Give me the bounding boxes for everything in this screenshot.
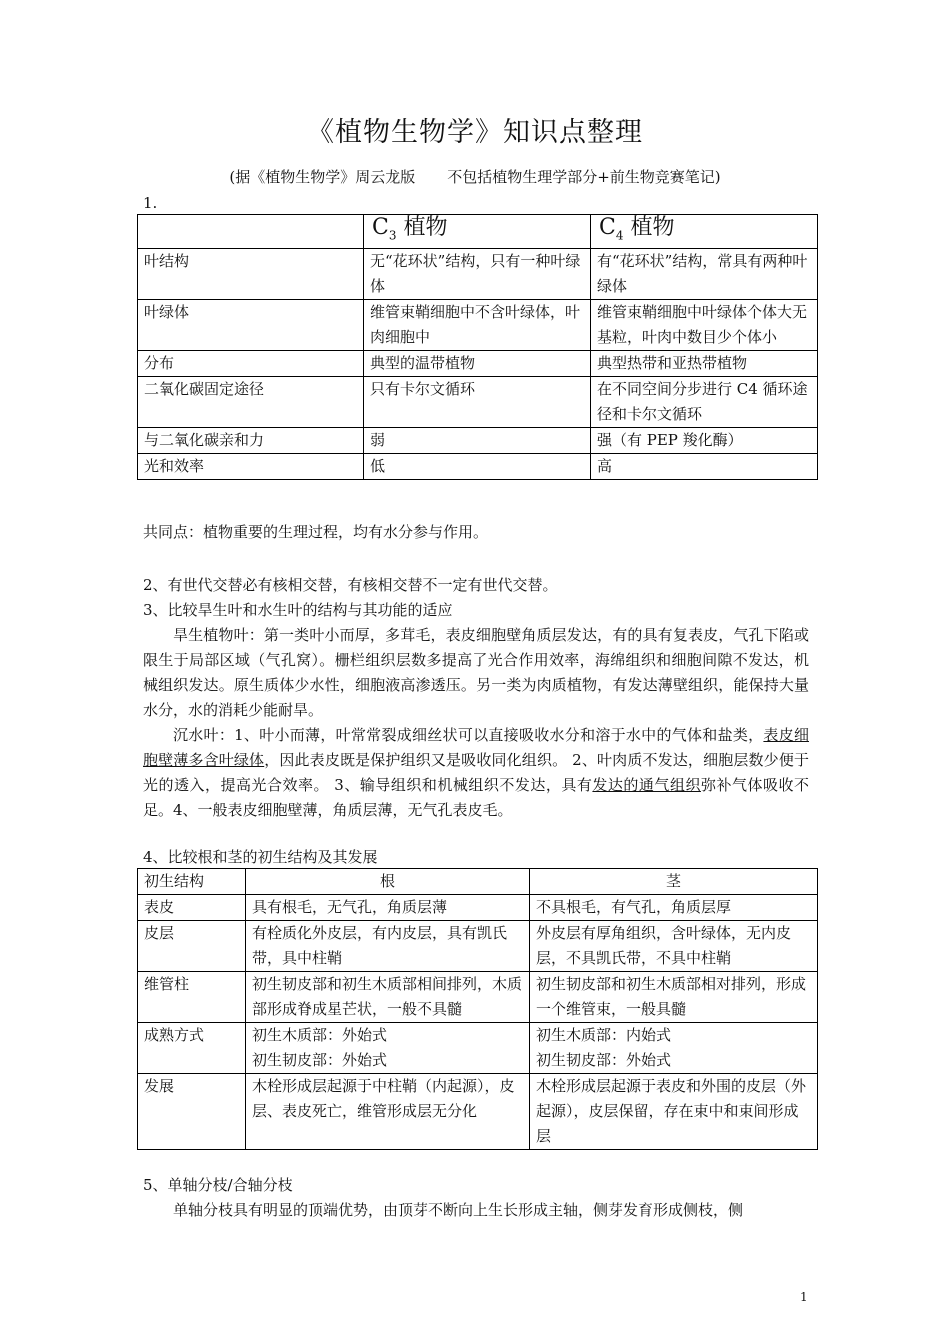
table-cell: 维管柱 — [138, 972, 246, 1023]
table-cell: 木栓形成层起源于中柱鞘（内起源），皮层、表皮死亡，维管形成层无分化 — [246, 1074, 530, 1150]
root-stem-comparison-table — [137, 868, 818, 1150]
table-row — [138, 428, 818, 454]
table-cell: 初生木质部：内始式 初生韧皮部：外始式 — [530, 1023, 818, 1074]
table-cell: 高 — [591, 454, 818, 480]
xerophyte-paragraph: 旱生植物叶：第一类叶小而厚，多茸毛，表皮细胞壁角质层发达，有的具有复表皮，气孔下陷或限生于局部区域（气孔窝）。栅栏组织层数多提高了光合作用效率，海绵组织和细胞间隙不发达，机械组织发达。原生质体少水性，细胞液高渗透压。另一类为肉质植物，有发达薄壁组织，能保持大量水分，水的消耗少能耐旱。 — [143, 626, 809, 719]
table-cell: 维管束鞘细胞中不含叶绿体，叶肉细胞中 — [364, 300, 591, 351]
common-point-text: 共同点：植物重要的生理过程，均有水分参与作用。 — [143, 523, 489, 541]
table-cell: 只有卡尔文循环 — [364, 377, 591, 428]
table-cell: 叶绿体 — [138, 300, 364, 351]
underlined-phrase: 表皮细胞壁薄多含叶绿体 — [143, 726, 809, 769]
document-subtitle — [0, 166, 950, 187]
table-cell: 与二氧化碳亲和力 — [138, 428, 364, 454]
underlined-phrase: 发达的通气组织 — [592, 776, 701, 794]
table-row — [138, 249, 818, 300]
table-cell: 维管束鞘细胞中叶绿体个体大无基粒，叶肉中数目少个体小 — [591, 300, 818, 351]
table-row — [138, 921, 818, 972]
table-header-row — [138, 215, 818, 249]
table-row — [138, 377, 818, 428]
submerged-leaf-paragraph: 沉水叶：1、叶小而薄，叶常常裂成细丝状可以直接吸收水分和溶于水中的气体和盐类，表皮细胞壁薄多含叶绿体，因此表皮既是保护组织又是吸收同化组织。 2、叶肉质不发达，细胞层数少便于光的透入，提高光合效率。 3、输导组织和机械组织不发达，具有发达的通气组织弥补气体吸收不足。4、一般表皮细胞壁薄，角质层薄，无气孔表皮毛。 — [143, 726, 809, 819]
table-row — [138, 454, 818, 480]
table-cell: 发展 — [138, 1074, 246, 1150]
table-cell: 无“花环状”结构，只有一种叶绿体 — [364, 249, 591, 300]
table-cell: 叶结构 — [138, 249, 364, 300]
table-cell: 木栓形成层起源于表皮和外围的皮层（外起源），皮层保留，存在束中和束间形成层 — [530, 1074, 818, 1150]
document-title: 《植物生物学》知识点整理 — [307, 117, 643, 148]
table-cell: 弱 — [364, 428, 591, 454]
table-cell: 有栓质化外皮层，有内皮层，具有凯氏带，具中柱鞘 — [246, 921, 530, 972]
item-4-title: 4、比较根和茎的初生结构及其发展 — [143, 848, 378, 866]
table-header-cell: 根 — [246, 869, 530, 895]
table-header-c4: $C_4$ 植物 — [591, 215, 818, 249]
table-cell: 初生韧皮部和初生木质部相对排列，形成一个维管束，一般具髓 — [530, 972, 818, 1023]
table-header-row — [138, 869, 818, 895]
subtitle-note: 不包括植物生理学部分+前生物竞赛笔记) — [447, 168, 721, 186]
table-cell: 典型热带和亚热带植物 — [591, 351, 818, 377]
item-5-title: 5、单轴分枝/合轴分枝 — [143, 1176, 293, 1194]
table-cell: 典型的温带植物 — [364, 351, 591, 377]
table-row — [138, 895, 818, 921]
item-2-text: 2、有世代交替必有核相交替，有核相交替不一定有世代交替。 — [143, 576, 558, 594]
table-row — [138, 300, 818, 351]
table-cell: 初生木质部：外始式 初生韧皮部：外始式 — [246, 1023, 530, 1074]
table-cell: 强（有 PEP 羧化酶） — [591, 428, 818, 454]
table-cell: 外皮层有厚角组织，含叶绿体，无内皮层，不具凯氏带，不具中柱鞘 — [530, 921, 818, 972]
table-cell: 不具根毛，有气孔，角质层厚 — [530, 895, 818, 921]
table-cell: 低 — [364, 454, 591, 480]
c3-c4-comparison-table — [137, 214, 818, 480]
table-header-cell: 茎 — [530, 869, 818, 895]
table-cell: 表皮 — [138, 895, 246, 921]
table-cell: 成熟方式 — [138, 1023, 246, 1074]
table-row — [138, 351, 818, 377]
table-cell: 在不同空间分步进行 C4 循环途径和卡尔文循环 — [591, 377, 818, 428]
table-cell: 初生韧皮部和初生木质部相间排列，木质部形成脊成星芒状，一般不具髓 — [246, 972, 530, 1023]
subtitle-source: (据《植物生物学》周云龙版 — [229, 168, 416, 186]
item-5-text: 单轴分枝具有明显的顶端优势，由顶芽不断向上生长形成主轴，侧芽发育形成侧枝，侧 — [173, 1201, 744, 1219]
page-number: 1 — [800, 1290, 808, 1304]
table-row — [138, 972, 818, 1023]
table-header-c3: $C_3$ 植物 — [364, 215, 591, 249]
table-cell: 分布 — [138, 351, 364, 377]
table-cell: 皮层 — [138, 921, 246, 972]
section-1-number: 1. — [143, 194, 158, 212]
table-header-empty — [138, 215, 364, 249]
table-cell: 光和效率 — [138, 454, 364, 480]
table-cell: 二氧化碳固定途径 — [138, 377, 364, 428]
table-row — [138, 1074, 818, 1150]
item-3-title: 3、比较旱生叶和水生叶的结构与其功能的适应 — [143, 601, 453, 619]
table-cell: 有“花环状”结构，常具有两种叶绿体 — [591, 249, 818, 300]
table-cell: 具有根毛，无气孔，角质层薄 — [246, 895, 530, 921]
table-header-cell: 初生结构 — [138, 869, 246, 895]
table-row — [138, 1023, 818, 1074]
